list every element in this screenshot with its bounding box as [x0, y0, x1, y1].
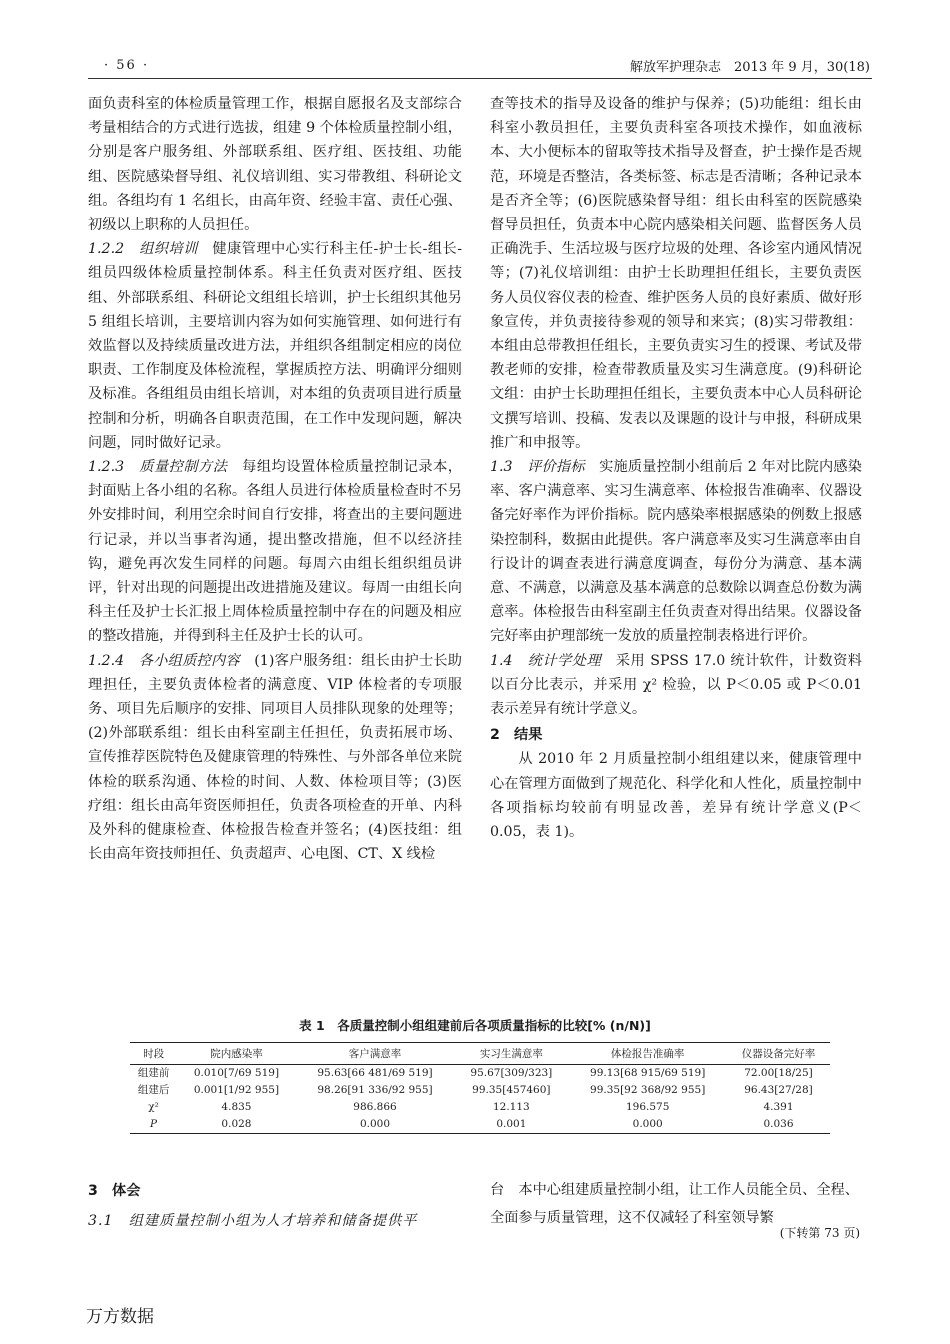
- paragraph-text: 采用 SPSS 17.0 统计软件，计数资料以百分比表示，并采用 χ² 检验，以 P＜0.05 或 P＜0.01 表示差异有统计学意义。: [490, 652, 862, 718]
- table-row: [130, 1099, 830, 1116]
- table-cell: 98.26[91 336/92 955]: [317, 1084, 433, 1096]
- subsection-heading: 1.2.2 组织培训: [88, 241, 198, 258]
- table-cell: 96.43[27/28]: [744, 1084, 813, 1096]
- paragraph-text: 每组均设置体检质量控制记录本，封面贴上各小组的名称。各组人员进行体检质量检查时不另外安排时间，利用空余时间自行安排，将查出的主要问题进行记录，并以当事者沟通，提出整改措施，但不以经济挂钩，避免再次发生同样的问题。每周六由组长组织组员讲评，针对出现的问题提出改进措施及建议。每周一由组长向科主任及护士长汇报上周体检质量控制中存在的问题及相应的整改措施，并得到科主任及护士长的认可。: [88, 459, 462, 645]
- section-1-2-3: [88, 455, 462, 649]
- page-number: · 56 ·: [104, 58, 150, 73]
- table-cell: χ²: [148, 1101, 159, 1113]
- table-cell: 12.113: [492, 1101, 530, 1113]
- table-cell: 0.010[7/69 519]: [193, 1067, 280, 1079]
- table-row: [130, 1116, 830, 1134]
- subsection-heading: 1.4 统计学处理: [490, 652, 602, 669]
- watermark-text: 万方数据: [86, 1307, 154, 1327]
- paragraph: 查等技术的指导及设备的维护与保养；(5)功能组：组长由科室小教员担任，主要负责科室各项技术操作，如血液标本、大小便标本的留取等技术指导及督查，护士操作是否规范，环境是否整洁，各类标签、标志是否清晰；各种记录本是否齐全等；(6)医院感染督导组：组长由科室的医院感染督导员担任，负责本中心院内感染相关问题、监督医务人员正确洗手、生活垃圾与医疗垃圾的处理、各诊室内通风情况等；(7)礼仪培训组：由护士长助理担任组长，主要负责医务人员仪容仪表的检查、维护医务人员的良好素质、做好形象宣传，并负责接待参观的领导和来宾；(8)实习带教组：本组由总带教担任组长，主要负责实习生的授课、考试及带教老师的安排，检查带教质量及实习生满意度。(9)科研论文组：由护士长助理担任组长，主要负责本中心人员科研论文撰写培训、投稿、发表以及课题的设计与申报，科研成果推广和申报等。: [490, 96, 862, 451]
- column-header: 时段: [130, 1043, 177, 1065]
- section-1-4: [490, 649, 862, 722]
- section-3-1-text: 台 本中心组建质量控制小组，让工作人员能全员、全程、全面参与质量管理，这不仅减轻了科室领导繁: [490, 1182, 859, 1226]
- table-cell: 986.866: [353, 1101, 397, 1113]
- paragraph-text: 实施质量控制小组前后 2 年对比院内感染率、客户满意率、实习生满意率、体检报告准确率、仪器设备完好率作为评价指标。院内感染率根据感染的例数上报感染控制科，数据由此提供。客户满意率及实习生满意率由自行设计的调查表进行满意度调查，每份分为满意、基本满意、不满意，以满意及基本满意的总数除以调查总份数为满意率。体检报告由科室副主任负责查对得出结果。仪器设备完好率由护理部统一发放的质量控制表格进行评价。: [490, 459, 862, 645]
- table-cell: 95.63[66 481/69 519]: [317, 1067, 433, 1079]
- subsection-heading: 1.3 评价指标: [490, 459, 585, 476]
- column-header: 客户满意率: [296, 1043, 455, 1065]
- left-column: [88, 92, 462, 867]
- table-cell: 0.036: [727, 1116, 830, 1134]
- section-1-2-4: [88, 649, 462, 867]
- table-cell: 0.000: [568, 1116, 727, 1134]
- table-cell: 0.000: [296, 1116, 455, 1134]
- table-row: [130, 1082, 830, 1099]
- section-1-3: [490, 455, 862, 649]
- subsection-heading: 1.2.3 质量控制方法: [88, 459, 228, 476]
- section-heading-2: 2 结果: [490, 727, 543, 744]
- right-column: [490, 92, 862, 844]
- journal-info: 解放军护理杂志 2013 年 9 月，30(18): [630, 60, 870, 75]
- table-cell: 4.835: [221, 1101, 252, 1113]
- table-cell: 99.13[68 915/69 519]: [590, 1067, 706, 1079]
- table-title: 表 1 各质量控制小组组建前后各项质量指标的比较[% (n/N)]: [299, 1018, 651, 1033]
- column-header: 实习生满意率: [454, 1043, 568, 1065]
- paragraph: 从 2010 年 2 月质量控制小组组建以来，健康管理中心在管理方面做到了规范化、科学化和人性化，质量控制中各项指标均较前有明显改善，差异有统计学意义(P＜0.05，表 1)。: [490, 751, 862, 841]
- table-cell: 196.575: [625, 1101, 670, 1113]
- table-cell: 组建前: [137, 1067, 170, 1079]
- table-cell: P: [130, 1116, 177, 1134]
- table-cell: 99.35[92 368/92 955]: [590, 1084, 706, 1096]
- section-1-2-2: [88, 237, 462, 455]
- table-cell: 0.001[1/92 955]: [193, 1084, 280, 1096]
- column-header: 体检报告准确率: [568, 1043, 727, 1065]
- table-cell: 4.391: [763, 1101, 794, 1113]
- table-row: [130, 1065, 830, 1083]
- paragraph-text: 健康管理中心实行科主任-护士长-组长-组员四级体检质量控制体系。科主任负责对医疗组、医技组、外部联系组、科研论文组组长培训，护士长组织其他另 5 组组长培训，主要培训内容为如何实施管理、如何进行有效监督以及持续质量改进方法，并组织各组制定相应的岗位职责、工作制度及体检流程，掌握质控方法、明确评分细则及标准。各组组员由组长培训，对本组的负责项目进行质量控制和分析，明确各自职责范围，在工作中发现问题，解决问题，同时做好记录。: [88, 241, 462, 451]
- paragraph: 面负责科室的体检质量管理工作，根据自愿报名及支部综合考量相结合的方式进行选拔，组建 9 个体检质量控制小组，分别是客户服务组、外部联系组、医疗组、医技组、功能组、医院感染督导组、礼仪培训组、实习带教组、科研论文组。各组均有 1 名组长，由高年资、经验丰富、责任心强、初级以上职称的人员担任。: [88, 96, 462, 234]
- section-3: [88, 1176, 462, 1236]
- column-header: 仪器设备完好率: [727, 1043, 830, 1065]
- subsection-heading: 1.2.4 各小组质控内容: [88, 652, 240, 669]
- table-cell: 95.67[309/323]: [470, 1067, 553, 1079]
- column-header: 院内感染率: [177, 1043, 296, 1065]
- table-cell: 0.028: [177, 1116, 296, 1134]
- subsection-heading-3-1: 3.1 组建质量控制小组为人才培养和储备提供平: [88, 1213, 418, 1229]
- continued-note: (下转第 73 页): [779, 1226, 860, 1240]
- section-heading-3: 3 体会: [88, 1183, 141, 1199]
- table-cell: 0.001: [454, 1116, 568, 1134]
- header-rule: [88, 78, 872, 79]
- table-cell: 99.35[457460]: [472, 1084, 551, 1096]
- paragraph-text: (1)客户服务组：组长由护士长助理担任，主要负责体检者的满意度、VIP 体检者的专项服务、项目先后顺序的安排、同项目人员排队现象的处理等；(2)外部联系组：组长由科室副主任担任，负责拓展市场、宣传推荐医院特色及健康管理的特殊性、与外部各单位来院体检的联系沟通、体检的时间、人数、体检项目等；(3)医疗组：组长由高年资医师担任，负责各项检查的开单、内科及外科的健康检查、体检报告检查并签名；(4)医技组：组长由高年资技师担任、负责超声、心电图、CT、X 线检: [88, 652, 462, 863]
- table-cell: 72.00[18/25]: [744, 1067, 813, 1079]
- table-cell: 组建后: [137, 1084, 170, 1096]
- table-header-row: [130, 1043, 830, 1065]
- results-table: [130, 1042, 830, 1134]
